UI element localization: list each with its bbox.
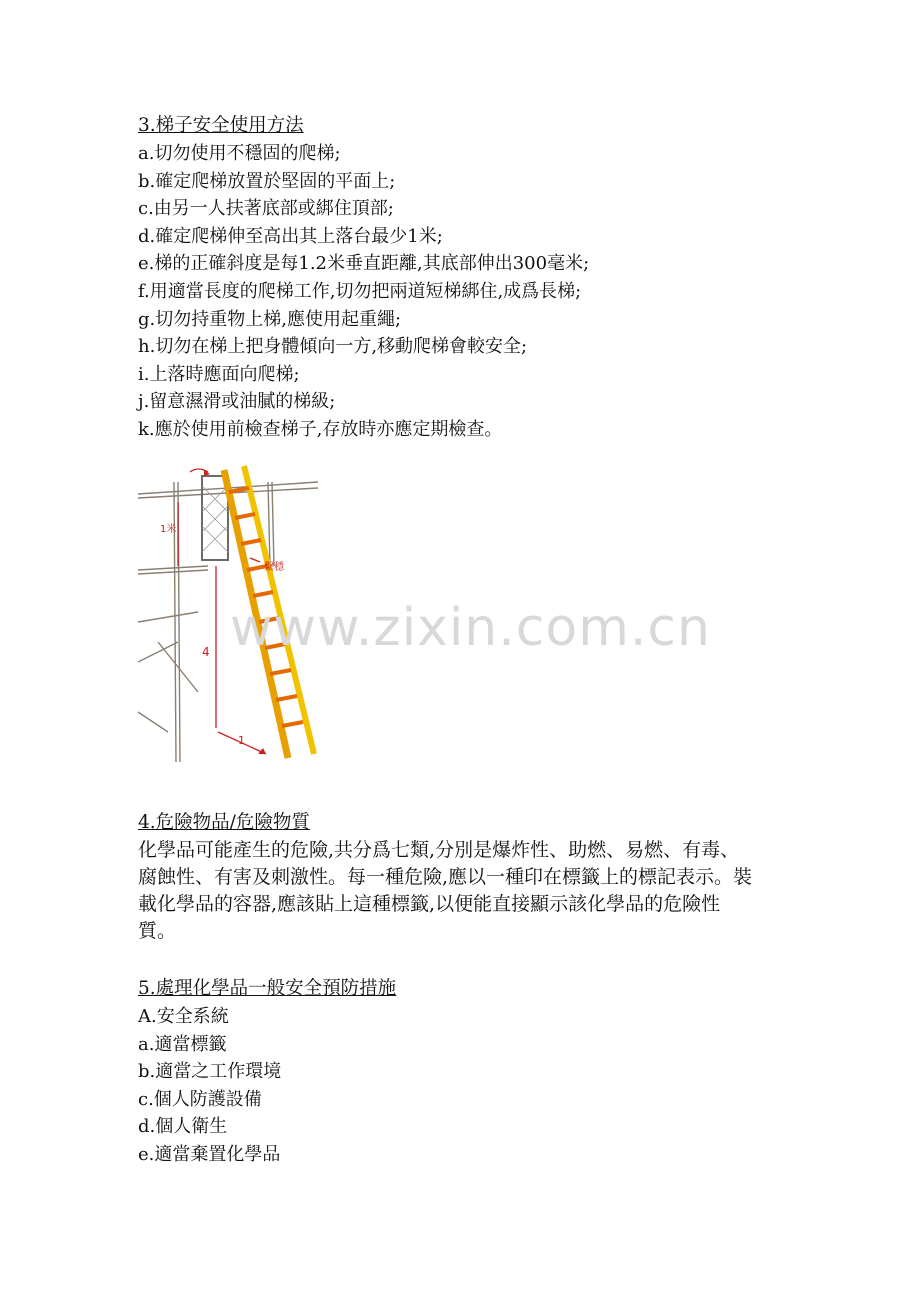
list-item: b.適當之工作環境 [138, 1061, 282, 1083]
label-4: 4 [202, 645, 210, 659]
watermark: www.zixin.com.cn [230, 598, 711, 658]
list-item: j.留意濕滑或油膩的梯級; [138, 391, 336, 413]
section-hazardous-materials [138, 809, 788, 945]
paragraph-line: 化學品可能產生的危險,共分爲七類,分別是爆炸性、助燃、易燃、有毒、 [138, 839, 740, 861]
list-item: i.上落時應面向爬梯; [138, 363, 300, 385]
gate-mesh [202, 486, 228, 552]
list-item: d.個人衛生 [138, 1116, 228, 1138]
paragraph-line: 質。 [138, 920, 177, 942]
label-tie: 繫穩 [264, 562, 284, 573]
section-heading: 4.危險物品/危險物質 [138, 812, 310, 833]
list-item: b.確定爬梯放置於堅固的平面上; [138, 170, 396, 192]
list-item: d.確定爬梯伸至高出其上落台最少1米; [138, 225, 443, 247]
list-item: c.由另一人扶著底部或綁住頂部; [138, 198, 394, 220]
list-item: g.切勿持重物上梯,應使用起重繩; [138, 308, 402, 330]
label-1m: 1米 [160, 524, 177, 535]
section-ladder-safety [138, 112, 798, 444]
list-item: k.應於使用前檢查梯子,存放時亦應定期檢查。 [138, 418, 503, 440]
label-1: 1 [238, 734, 245, 747]
section-heading: 3.梯子安全使用方法 [138, 115, 304, 136]
list-item: A.安全系統 [138, 1006, 229, 1027]
list-item: e.適當棄置化學品 [138, 1143, 281, 1165]
list-item: a.適當標籤 [138, 1033, 227, 1055]
section-heading: 5.處理化學品一般安全預防措施 [138, 978, 397, 999]
list-item: a.切勿使用不穩固的爬梯; [138, 143, 341, 164]
list-item: h.切勿在梯上把身體傾向一方,移動爬梯會較安全; [138, 336, 528, 358]
paragraph-line: 載化學品的容器,應該貼上這種標籤,以便能直接顯示該化學品的危險性 [138, 893, 721, 915]
list-item: f.用適當長度的爬梯工作,切勿把兩道短梯綁住,成爲長梯; [138, 280, 582, 302]
list-item: c.個人防護設備 [138, 1088, 262, 1110]
section-chemical-precautions [138, 975, 396, 1169]
list-item: e.梯的正確斜度是每1.2米垂直距離,其底部伸出300毫米; [138, 253, 590, 275]
paragraph-line: 腐蝕性、有害及刺激性。每一種危險,應以一種印在標籤上的標記表示。裝 [138, 866, 753, 888]
